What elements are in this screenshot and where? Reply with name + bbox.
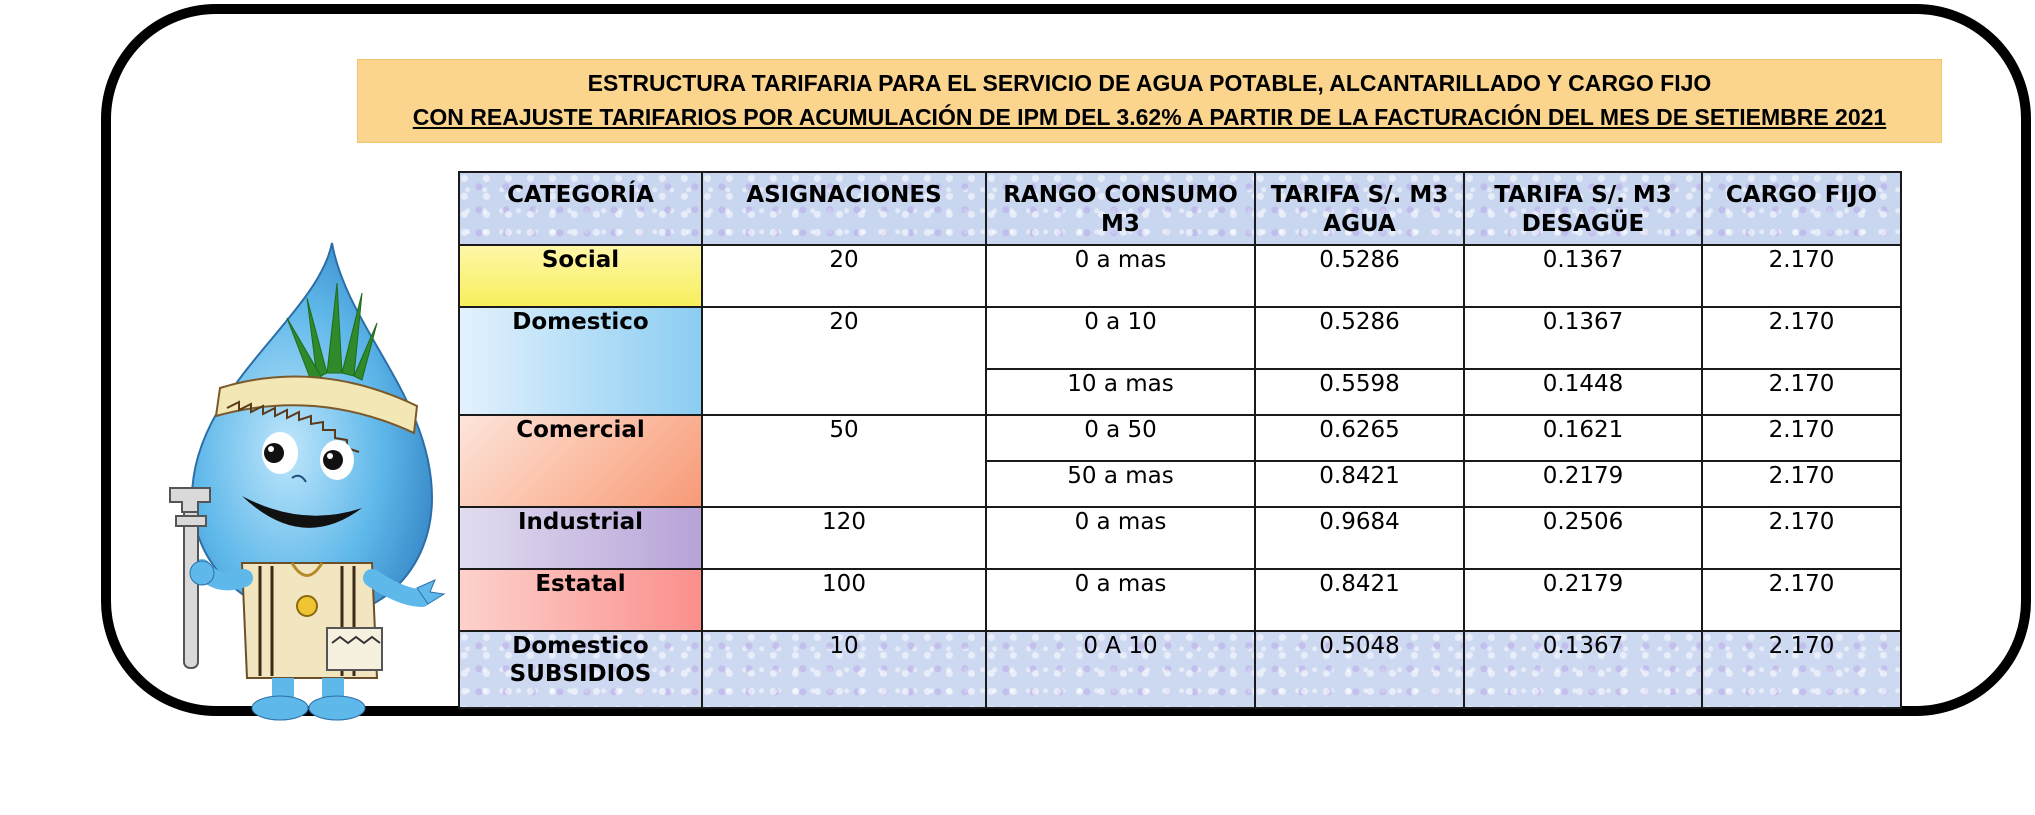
header-tarifa-desague: TARIFA S/. M3 DESAGÜE [1464, 172, 1702, 245]
tarifa-desague-cell: 0.2179 [1464, 569, 1702, 631]
cargo-fijo-cell: 2.170 [1702, 415, 1901, 461]
category-domestico: Domestico [459, 307, 702, 415]
cargo-fijo-cell: 2.170 [1702, 569, 1901, 631]
tarifa-agua-cell: 0.5286 [1255, 307, 1464, 369]
category-industrial: Industrial [459, 507, 702, 569]
asignacion-cell: 100 [702, 569, 986, 631]
header-categoria: CATEGORÍA [459, 172, 702, 245]
header-rango: RANGO CONSUMO M3 [986, 172, 1255, 245]
tarifa-desague-cell: 0.1367 [1464, 631, 1702, 708]
category-domestico-subsidios: Domestico SUBSIDIOS [459, 631, 702, 708]
category-social: Social [459, 245, 702, 307]
category-comercial: Comercial [459, 415, 702, 507]
cargo-fijo-cell: 2.170 [1702, 631, 1901, 708]
tarifa-desague-cell: 0.1621 [1464, 415, 1702, 461]
title-line-1: ESTRUCTURA TARIFARIA PARA EL SERVICIO DE AGUA POTABLE, ALCANTARILLADO Y CARGO FIJO [587, 70, 1712, 96]
tarifa-agua-cell: 0.8421 [1255, 569, 1464, 631]
cargo-fijo-cell: 2.170 [1702, 307, 1901, 369]
tarifa-agua-cell: 0.5286 [1255, 245, 1464, 307]
category-estatal: Estatal [459, 569, 702, 631]
tariff-table [458, 171, 1902, 709]
table-row-comercial-1 [459, 415, 1901, 461]
header-cargo-fijo: CARGO FIJO [1702, 172, 1901, 245]
asignacion-cell: 20 [702, 307, 986, 415]
header-tarifa-agua: TARIFA S/. M3 AGUA [1255, 172, 1464, 245]
rango-cell: 0 a 50 [986, 415, 1255, 461]
rango-cell: 0 a mas [986, 507, 1255, 569]
tarifa-desague-cell: 0.1448 [1464, 369, 1702, 415]
table-header-row [459, 172, 1901, 245]
rango-cell: 0 a mas [986, 569, 1255, 631]
header-asignaciones: ASIGNACIONES [702, 172, 986, 245]
table-row-subsidios [459, 631, 1901, 708]
rango-cell: 10 a mas [986, 369, 1255, 415]
tarifa-agua-cell: 0.5598 [1255, 369, 1464, 415]
title-line-2: CON REAJUSTE TARIFARIOS POR ACUMULACIÓN DE IPM DEL 3.62% A PARTIR DE LA FACTURACIÓN DEL MES DE SETIEMBRE 2021 [412, 104, 1887, 130]
cargo-fijo-cell: 2.170 [1702, 369, 1901, 415]
title-banner [357, 59, 1942, 143]
cargo-fijo-cell: 2.170 [1702, 461, 1901, 507]
table-row-estatal [459, 569, 1901, 631]
table-row-domestico-1 [459, 307, 1901, 369]
asignacion-cell: 50 [702, 415, 986, 507]
asignacion-cell: 120 [702, 507, 986, 569]
table-row-social [459, 245, 1901, 307]
asignacion-cell: 20 [702, 245, 986, 307]
cargo-fijo-cell: 2.170 [1702, 245, 1901, 307]
rango-cell: 50 a mas [986, 461, 1255, 507]
rango-cell: 0 A 10 [986, 631, 1255, 708]
tarifa-agua-cell: 0.9684 [1255, 507, 1464, 569]
water-drop-mascot-icon [132, 238, 447, 723]
tarifa-desague-cell: 0.1367 [1464, 245, 1702, 307]
rango-cell: 0 a mas [986, 245, 1255, 307]
tarifa-agua-cell: 0.5048 [1255, 631, 1464, 708]
tarifa-agua-cell: 0.8421 [1255, 461, 1464, 507]
tarifa-desague-cell: 0.2506 [1464, 507, 1702, 569]
rango-cell: 0 a 10 [986, 307, 1255, 369]
tarifa-desague-cell: 0.2179 [1464, 461, 1702, 507]
cargo-fijo-cell: 2.170 [1702, 507, 1901, 569]
tarifa-desague-cell: 0.1367 [1464, 307, 1702, 369]
tarifa-agua-cell: 0.6265 [1255, 415, 1464, 461]
asignacion-cell: 10 [702, 631, 986, 708]
table-row-industrial [459, 507, 1901, 569]
